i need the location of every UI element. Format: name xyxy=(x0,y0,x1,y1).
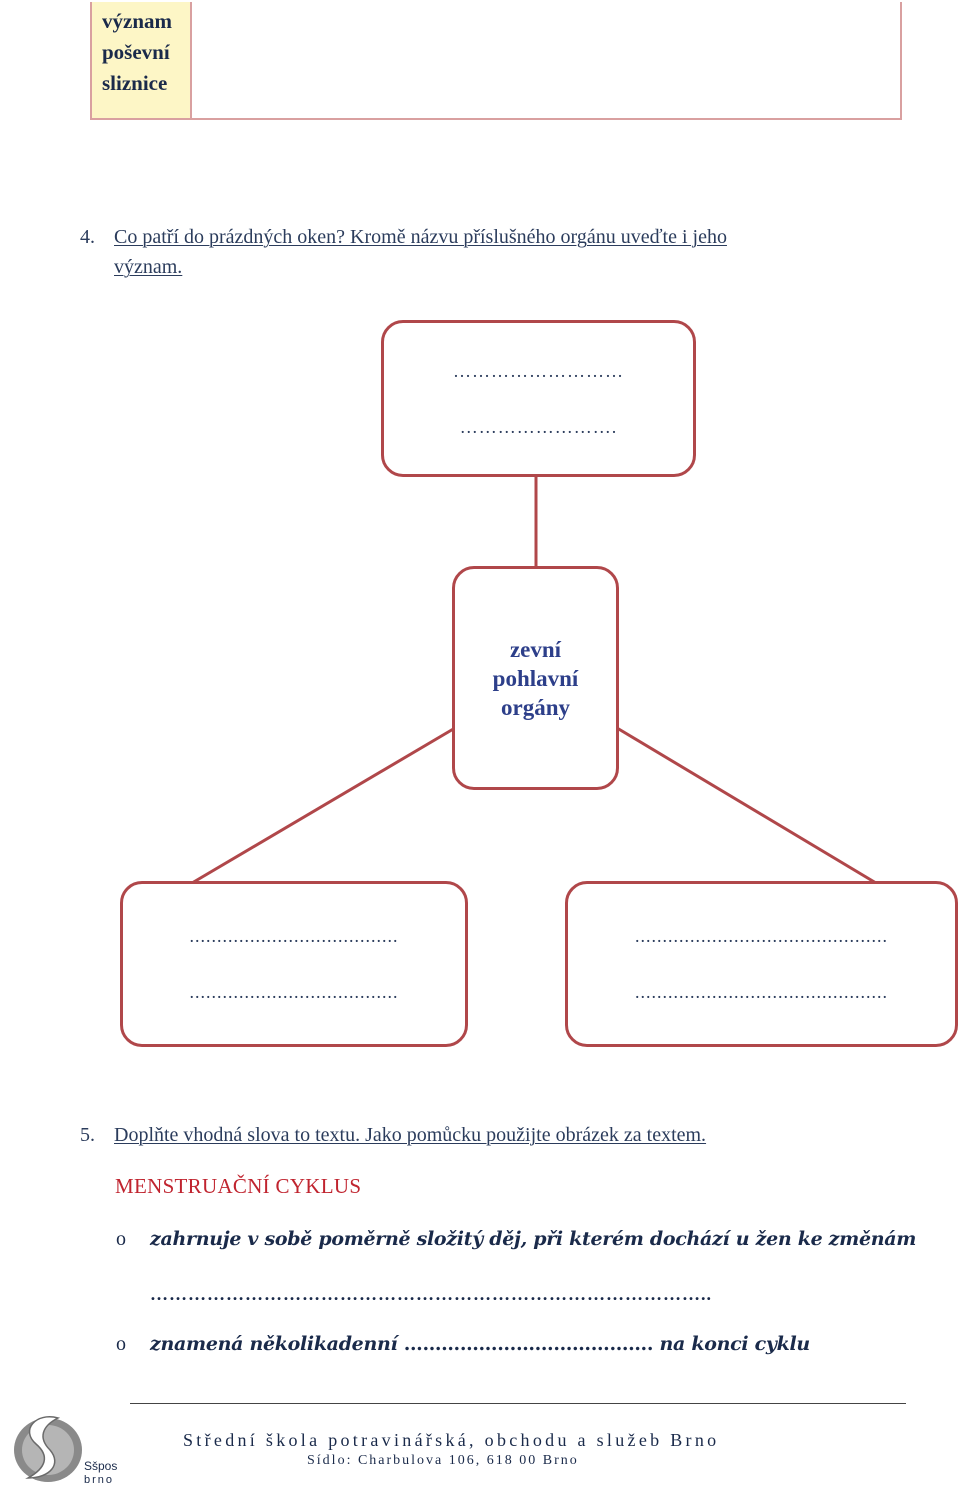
right-box-dots-line1: .............................................. xyxy=(635,926,888,946)
footer-school-name: Střední škola potravinářská, obchodu a služeb Brno xyxy=(183,1430,720,1450)
connector-left xyxy=(192,728,455,883)
bullet-item1-text: zahrnuje v sobě poměrně složitý děj, při kterém dochází u žen ke změnám xyxy=(150,1228,917,1250)
school-logo xyxy=(6,1408,126,1486)
center-box-line2: pohlavní xyxy=(492,665,579,691)
left-box-dots-line2: ...................................... xyxy=(189,982,399,1002)
bullet-marker: o xyxy=(116,1228,126,1250)
table-label-line: poševní xyxy=(102,40,170,64)
bullet-item2 xyxy=(150,1333,810,1355)
table-label-cell xyxy=(92,2,192,118)
right-box-dots-line2: .............................................. xyxy=(635,982,888,1002)
diagram-box-left xyxy=(120,881,468,1047)
center-box-line3: orgány xyxy=(501,694,570,720)
section-heading: MENSTRUAČNÍ CYKLUS xyxy=(115,1174,362,1198)
top-box-dots-line1: ……………………… xyxy=(453,360,624,381)
diagram-box-right xyxy=(565,881,958,1047)
bullet-item2-prefix: znamená několikadenní xyxy=(150,1333,398,1355)
logo-text-top: Sšpos xyxy=(84,1459,118,1473)
footer-rule xyxy=(130,1403,906,1404)
bullet-item1-fill: …………………………………………………………………………….. xyxy=(150,1284,712,1304)
diagram-box-center xyxy=(452,566,619,790)
question5-number: 5. xyxy=(80,1124,95,1146)
diagram-box-top xyxy=(381,320,696,477)
question4-number: 4. xyxy=(80,226,95,248)
footer-address: Sídlo: Charbulova 106, 618 00 Brno xyxy=(307,1453,579,1468)
bullet-item2-fill: …………………………………. xyxy=(403,1333,654,1355)
question4-text-line2: význam. xyxy=(114,256,183,278)
table-label-line: význam xyxy=(102,9,172,33)
bullet-item2-suffix: na konci cyklu xyxy=(659,1333,810,1355)
top-box-dots-line2: ……………………. xyxy=(459,416,618,437)
connector-right xyxy=(617,728,876,883)
question5-text: Doplňte vhodná slova to textu. Jako pomůcku použijte obrázek za textem. xyxy=(114,1124,707,1146)
bullet-marker: o xyxy=(116,1333,126,1355)
table-label-line: sliznice xyxy=(102,71,168,95)
left-box-dots-line1: ...................................... xyxy=(189,926,399,946)
logo-text-bottom: brno xyxy=(84,1474,115,1486)
table-fragment xyxy=(90,2,902,120)
center-box-line1: zevní xyxy=(509,636,562,662)
question4-text-line1: Co patří do prázdných oken? Kromě názvu příslušného orgánu uveďte i jeho xyxy=(114,226,727,248)
